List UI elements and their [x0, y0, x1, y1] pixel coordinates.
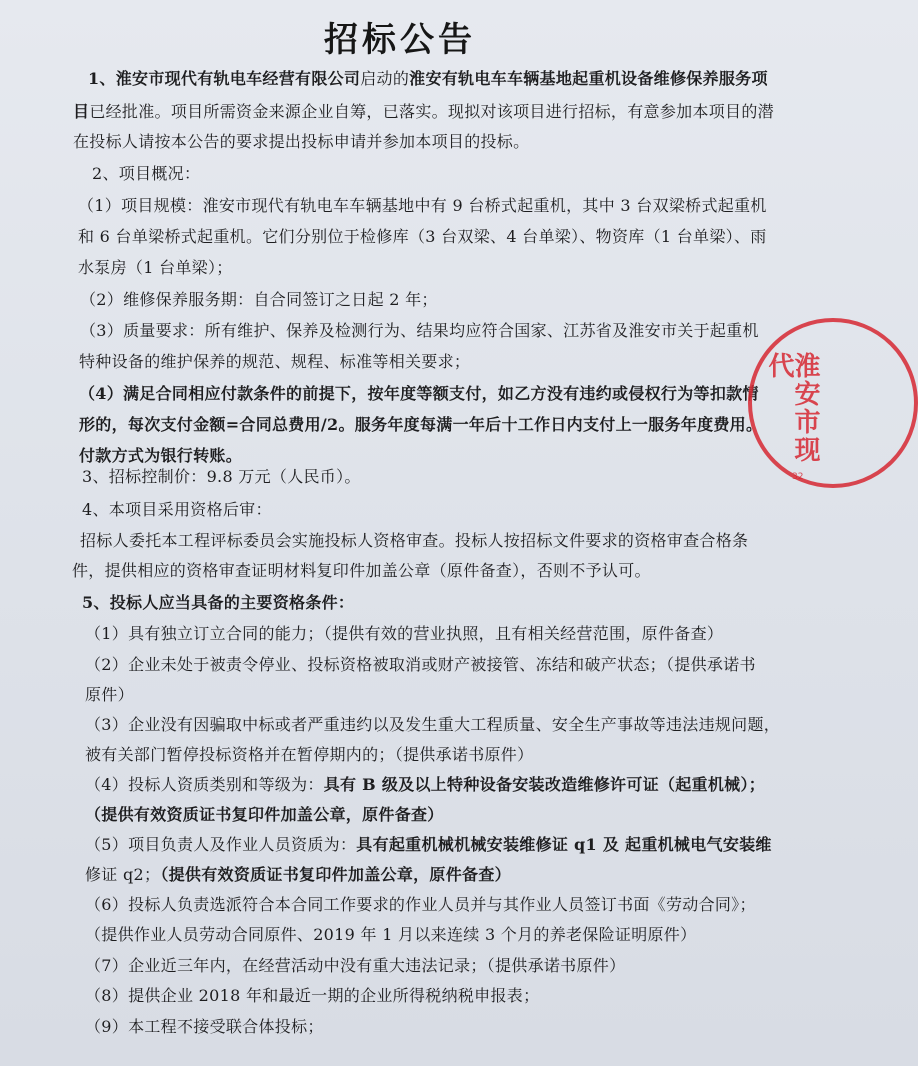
text-segment: 修证 q2； [85, 865, 161, 884]
text-segment: 目 [73, 102, 90, 121]
text-segment: 2、项目概况： [92, 164, 201, 183]
text-line [82, 499, 272, 521]
seal-text: 淮安市现代 [764, 352, 820, 464]
text-segment: （6）投标人负责选派符合本合同工作要求的作业人员并与其作业人员签订书面《劳动合同》； [85, 895, 756, 914]
text-line [78, 195, 767, 217]
text-segment: 件，提供相应的资格审查证明材料复印件加盖公章（原件备查），否则不予认可。 [72, 561, 651, 580]
text-line [85, 894, 756, 916]
text-line [85, 1016, 324, 1038]
text-line [92, 163, 200, 185]
text-line [78, 257, 233, 279]
text-line [85, 714, 780, 736]
seal-code: 32 [792, 472, 804, 482]
text-line [80, 289, 438, 311]
text-segment: 具有 B 级及以上特种设备安装改造维修许可证（起重机械）； [323, 775, 766, 794]
text-line [85, 623, 723, 645]
text-segment: 形的，每次支付金额=合同总费用/2。服务年度每满一年后十工作日内支付上一服务年度费用。 [79, 415, 763, 434]
text-line [79, 414, 762, 436]
text-segment: 招标人委托本工程评标委员会实施投标人资格审查。投标人按招标文件要求的资格审查合格条 [80, 531, 749, 550]
text-segment: 特种设备的维护保养的规范、规程、标准等相关要求； [79, 352, 471, 371]
text-line [72, 560, 651, 582]
text-segment: 5、投标人应当具备的主要资格条件： [82, 593, 355, 612]
text-line [85, 654, 756, 676]
text-line [88, 68, 768, 90]
text-line [73, 131, 529, 153]
text-segment: 和 6 台单梁桥式起重机。它们分别位于检修库（3 台双梁、4 台单梁）、物资库（1 台单梁）、雨 [78, 227, 767, 246]
text-segment: （提供作业人员劳动合同原件、2019 年 1 月以来连续 3 个月的养老保险证明原件） [85, 925, 697, 944]
text-segment: （8）提供企业 2018 年和最近一期的企业所得税纳税申报表； [85, 986, 540, 1005]
text-segment: （5）项目负责人及作业人员资质为： [85, 835, 357, 854]
page-title: 招标公告 [324, 20, 476, 60]
text-line [85, 924, 696, 946]
text-segment: （1）具有独立订立合同的能力；（提供有效的营业执照，且有相关经营范围，原件备查） [85, 624, 724, 643]
text-segment: （4）满足合同相应付款条件的前提下，按年度等额支付，如乙方没有违约或侵权行为等扣款情 [79, 384, 759, 403]
text-line [80, 320, 759, 342]
text-segment: 4、本项目采用资格后审： [82, 500, 272, 519]
text-line [79, 383, 759, 405]
text-segment: 在投标人请按本公告的要求提出投标申请并参加本项目的投标。 [73, 132, 530, 151]
text-segment: （3）质量要求：所有维护、保养及检测行为、结果均应符合国家、江苏省及淮安市关于起重机 [80, 321, 759, 340]
text-line [79, 445, 242, 467]
text-line [85, 834, 772, 856]
text-segment: （1）项目规模：淮安市现代有轨电车车辆基地中有 9 台桥式起重机，其中 3 台双梁桥式起重机 [78, 196, 767, 215]
text-segment: （4）投标人资质类别和等级为： [85, 775, 324, 794]
text-segment: （提供有效资质证书复印件加盖公章，原件备查） [160, 865, 511, 884]
official-seal [748, 318, 918, 488]
text-line [79, 351, 470, 373]
text-line [85, 684, 134, 706]
text-segment: 付款方式为银行转账。 [79, 446, 243, 465]
text-segment: （7）企业近三年内，在经营活动中没有重大违法记录；（提供承诺书原件） [85, 956, 626, 975]
text-segment: （9）本工程不接受联合体投标； [85, 1017, 324, 1036]
text-line [85, 864, 511, 886]
text-segment: 具有起重机械机械安装维修证 q1 及 起重机械电气安装维 [356, 835, 772, 854]
text-segment: 已经批准。项目所需资金来源企业自筹，已落实。现拟对该项目进行招标，有意参加本项目的潜 [89, 102, 774, 121]
text-line [85, 804, 444, 826]
text-segment: （3）企业没有因骗取中标或者严重违约以及发生重大工程质量、安全生产事故等违法违规问题， [85, 715, 781, 734]
text-segment: （提供有效资质证书复印件加盖公章，原件备查） [85, 805, 444, 824]
text-line [85, 985, 539, 1007]
text-segment: 被有关部门暂停投标资格并在暂停期内的；（提供承诺书原件） [85, 745, 534, 764]
text-line [82, 466, 361, 488]
text-segment: （2）维修保养服务期：自合同签订之日起 2 年； [80, 290, 438, 309]
text-line [85, 955, 625, 977]
text-segment: 水泵房（1 台单梁）； [78, 258, 233, 277]
text-line [78, 226, 767, 248]
text-segment: 淮安有轨电车车辆基地起重机设备维修保养服务项 [409, 69, 768, 88]
text-segment: 启动的 [360, 69, 410, 88]
text-line [73, 101, 774, 123]
text-line [80, 530, 748, 552]
text-segment: 原件） [85, 685, 134, 704]
text-line [82, 592, 354, 614]
text-line [85, 744, 533, 766]
text-segment: 1、淮安市现代有轨电车经营有限公司 [88, 69, 361, 88]
text-segment: 3、招标控制价：9.8 万元（人民币）。 [82, 467, 361, 486]
text-line [85, 774, 765, 796]
text-segment: （2）企业未处于被责令停业、投标资格被取消或财产被接管、冻结和破产状态；（提供承诺书 [85, 655, 756, 674]
